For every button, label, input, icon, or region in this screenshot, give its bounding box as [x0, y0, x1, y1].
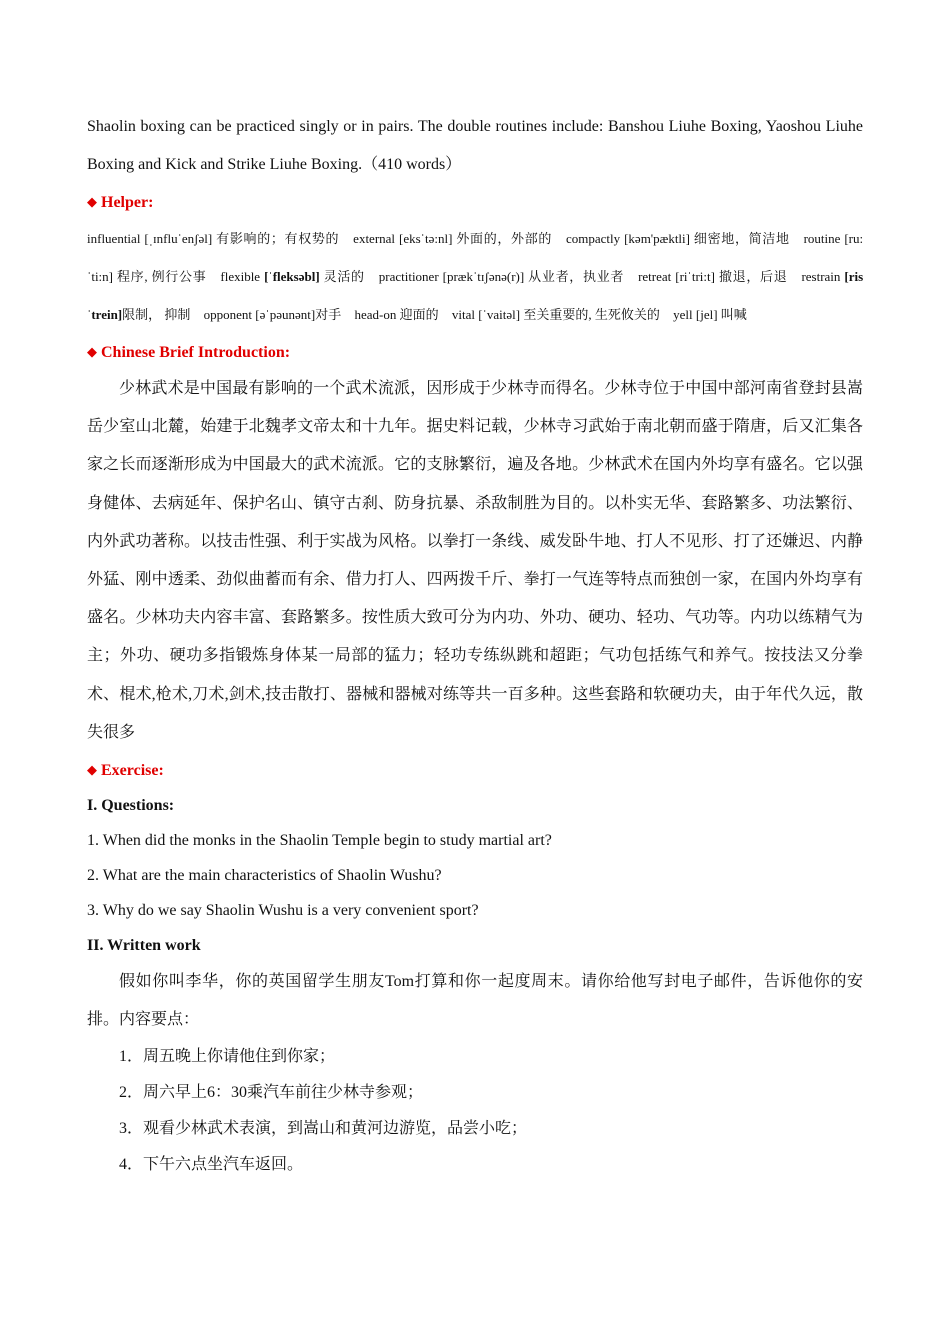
vocab-meaning: 细密地，简洁地 — [693, 231, 790, 246]
vocab-phonetic: [risˈtrein] — [87, 269, 864, 322]
vocab-phonetic: [ˈvaitəl] — [478, 307, 521, 322]
vocab-word: retreat — [638, 269, 672, 284]
written-work-point: 1．周五晚上你请他住到你家； — [119, 1048, 336, 1066]
vocab-phonetic: [prækˈtɪʃənə(r)] — [442, 269, 525, 284]
vocab-item — [87, 231, 339, 246]
vocab-meaning: 撤退，后退 — [718, 269, 788, 284]
vocab-item — [204, 307, 342, 322]
exercise-heading-label: Exercise: — [101, 762, 164, 780]
written-work-point: 3．观看少林武术表演，到嵩山和黄河边游览，品尝小吃； — [119, 1120, 528, 1138]
vocab-item — [673, 307, 747, 322]
vocabulary-list — [87, 220, 863, 334]
vocab-phonetic: [ru:ˈti:n] — [87, 231, 864, 284]
vocab-word: vital — [451, 307, 475, 322]
vocab-word: head-on — [354, 307, 397, 322]
written-work-prompt: 假如你叫李华，你的英国留学生朋友Tom打算和你一起度周末。请你给他写封电子邮件，告诉他你的安排。内容要点： — [87, 973, 863, 1029]
vocab-meaning: 限制， 抑制 — [122, 307, 191, 322]
written-work-point: 2．周六早上6：30乘汽车前往少林寺参观； — [119, 1084, 424, 1102]
vocab-phonetic: [riˈtri:t] — [675, 269, 715, 284]
vocab-word: external — [353, 231, 396, 246]
question-item: 2. What are the main characteristics of Shaolin Wushu? — [87, 867, 442, 885]
helper-heading-label: Helper: — [101, 194, 154, 211]
vocab-phonetic: [əˈpəunənt] — [255, 307, 316, 322]
chinese-intro-paragraph: 少林武术是中国最有影响的一个武术流派，因形成于少林寺而得名。少林寺位于中国中部河南省登封县嵩岳少室山北麓，始建于北魏孝文帝太和十九年。据史料记载，少林寺习武始于南北朝而盛于隋唐，后又汇集各家之长而逐渐形成为中国最大的武术流派。它的支脉繁衍，遍及各地。少林武术在国内外均享有盛名。它以强身健体、去病延年、保护名山、镇守古刹、防身抗暴、杀敌制胜为目的。以朴实无华、套路繁多、功法繁衍、内外武功著称。以技击性强、利于实战为风格。以拳打一条线、威发卧牛地、打人不见形、打了还嫌迟、内静外猛、刚中透柔、劲似曲蓄而有余、借力打人、四两拨千斤、拳打一气连等特点而独创一家，在国内外均享有盛名。少林功夫内容丰富、套路繁多。按性质大致可分为内功、外功、硬功、轻功、气功等。内功以练精气为主；外功、硬功多指锻炼身体某一局部的猛力；轻功专练纵跳和超距；气功包括练气和养气。按技法又分拳术、棍术,枪术,刀术,剑术,技击散打、器械和器械对练等共一百多种。这些套路和软硬功夫，由于年代久远，散失很多 — [87, 380, 863, 741]
exercise-heading — [87, 752, 863, 788]
chinese-intro-heading-label: Chinese Brief Introduction: — [101, 344, 291, 361]
vocab-meaning: 灵活的 — [323, 269, 365, 284]
vocab-meaning: 从业者，执业者 — [528, 269, 625, 284]
vocab-item — [566, 231, 790, 246]
intro-paragraph: Shaolin boxing can be practiced singly or in pairs. The double routines include: Banshou Liuhe Boxing, Yaoshou Liuhe Boxing and Kick and Strike Liuhe Boxing.（410 words） — [87, 118, 863, 173]
vocab-word: compactly — [566, 231, 621, 246]
vocab-meaning: 叫喊 — [720, 307, 747, 322]
vocab-phonetic: [ˌɪnfluˈenʃəl] — [144, 231, 213, 246]
vocab-item — [452, 307, 660, 322]
written-work-point: 4．下午六点坐汽车返回。 — [119, 1156, 304, 1174]
questions-heading: I. Questions: — [87, 797, 175, 815]
vocab-item — [354, 307, 438, 322]
vocab-word: restrain — [801, 269, 841, 284]
document-body — [87, 108, 863, 1183]
diamond-bullet-icon: ◆ — [87, 344, 97, 359]
question-item: 3. Why do we say Shaolin Wushu is a very convenient sport? — [87, 902, 479, 920]
diamond-bullet-icon: ◆ — [87, 194, 97, 209]
written-work-heading: II. Written work — [87, 937, 201, 955]
vocab-word: practitioner — [378, 269, 439, 284]
vocab-item — [379, 269, 624, 284]
vocab-meaning: 程序, 例行公事 — [116, 269, 207, 284]
vocab-meaning: 外面的，外部的 — [456, 231, 553, 246]
vocab-phonetic: [eksˈtə:nl] — [398, 231, 453, 246]
question-item: 1. When did the monks in the Shaolin Temple begin to study martial art? — [87, 832, 552, 850]
vocab-word: influential — [87, 231, 141, 246]
vocab-item — [220, 269, 364, 284]
vocab-meaning: 对手 — [315, 307, 342, 322]
vocab-meaning: 有影响的；有权势的 — [216, 231, 340, 246]
helper-heading — [87, 184, 863, 220]
chinese-intro-heading — [87, 334, 863, 370]
vocab-item — [353, 231, 552, 246]
diamond-bullet-icon: ◆ — [87, 762, 97, 778]
vocab-word: yell — [673, 307, 693, 322]
vocab-meaning: 迎面的 — [399, 307, 439, 322]
vocab-meaning: 至关重要的, 生死攸关的 — [523, 307, 660, 322]
vocab-item — [638, 269, 787, 284]
vocab-word: flexible — [220, 269, 261, 284]
vocab-phonetic: [ˈfleksəbl] — [264, 269, 320, 284]
vocab-word: opponent — [203, 307, 253, 322]
vocab-word: routine — [803, 231, 841, 246]
vocab-phonetic: [jel] — [695, 307, 718, 322]
vocab-phonetic: [kəm'pæktli] — [624, 231, 690, 246]
